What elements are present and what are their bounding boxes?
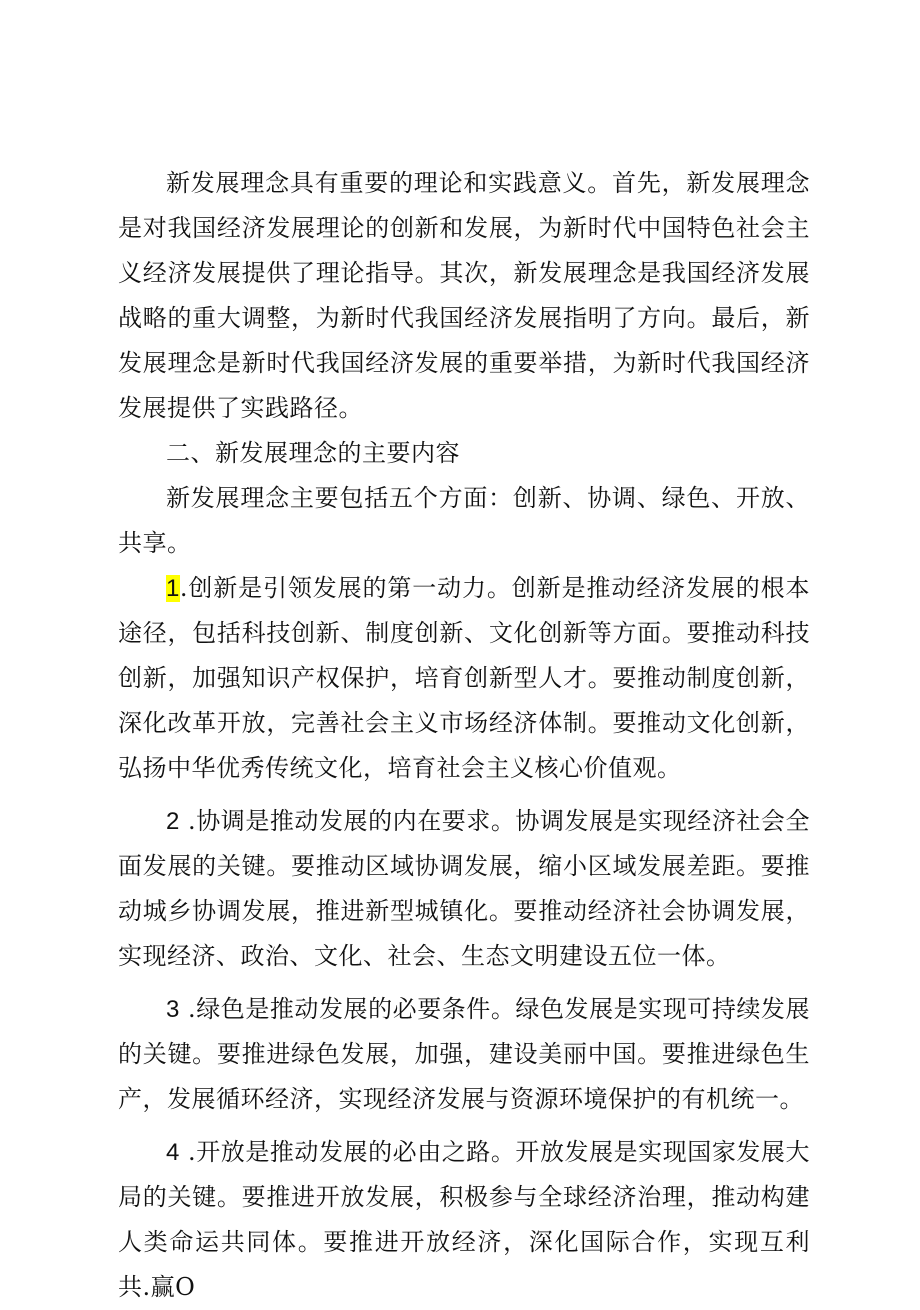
item-number: 3 [166, 996, 180, 1023]
heading-text: 二、新发展理念的主要内容 [166, 439, 460, 467]
paragraph-significance [118, 161, 810, 431]
paragraph-text: 新发展理念主要包括五个方面：创新、协调、绿色、开放、共享。 [118, 484, 810, 557]
item-number: 4 [166, 1139, 180, 1166]
paragraph-coordination [118, 799, 810, 979]
highlighted-item-number: 1 [166, 575, 180, 602]
paragraph-text: .绿色是推动发展的必要条件。绿色发展是实现可持续发展的关键。要推进绿色发展，加强，建设美丽中国。要推进绿色生产，发展循环经济，实现经济发展与资源环境保护的有机统一。 [118, 995, 810, 1113]
paragraph-text: .开放是推动发展的必由之路。开放发展是实现国家发展大局的关键。要推进开放发展，积极参与全球经济治理，推动构建人类命运共同体。要推进开放经济，深化国际合作，实现互利共.赢O [118, 1138, 810, 1301]
paragraph-overview [118, 476, 810, 566]
paragraph-openness [118, 1130, 810, 1310]
paragraph-text: .创新是引领发展的第一动力。创新是推动经济发展的根本途径，包括科技创新、制度创新、文化创新等方面。要推动科技创新，加强知识产权保护，培育创新型人才。要推动制度创新，深化改革开放，完善社会主义市场经济体制。要推动文化创新，弘扬中华优秀传统文化，培育社会主义核心价值观。 [118, 574, 810, 782]
paragraph-innovation [118, 566, 810, 791]
paragraph-green [118, 987, 810, 1122]
document-body [118, 161, 810, 1310]
item-number: 2 [166, 808, 180, 835]
paragraph-text: .协调是推动发展的内在要求。协调发展是实现经济社会全面发展的关键。要推动区域协调发展，缩小区域发展差距。要推动城乡协调发展，推进新型城镇化。要推动经济社会协调发展，实现经济、政治、文化、社会、生态文明建设五位一体。 [118, 807, 810, 970]
paragraph-text: 新发展理念具有重要的理论和实践意义。首先，新发展理念是对我国经济发展理论的创新和发展，为新时代中国特色社会主义经济发展提供了理论指导。其次，新发展理念是我国经济发展战略的重大调整，为新时代我国经济发展指明了方向。最后，新发展理念是新时代我国经济发展的重要举措，为新时代我国经济发展提供了实践路径。 [118, 169, 810, 422]
section-heading [118, 431, 810, 476]
